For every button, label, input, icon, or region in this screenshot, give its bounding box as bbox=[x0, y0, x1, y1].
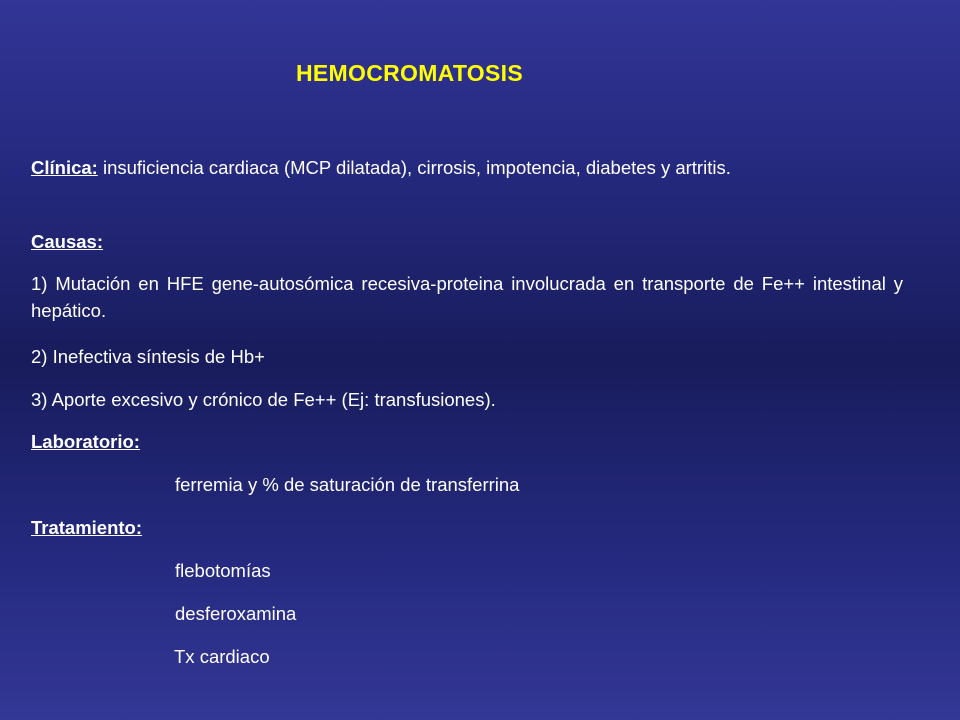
causas-heading: Causas: bbox=[31, 231, 103, 252]
slide-title: HEMOCROMATOSIS bbox=[296, 60, 523, 86]
tratamiento-item-1: flebotomías bbox=[175, 560, 271, 581]
laboratorio-heading: Laboratorio: bbox=[31, 431, 140, 452]
laboratorio-item-1: ferremia y % de saturación de transferrina bbox=[175, 474, 520, 495]
causa-item-1: 1) Mutación en HFE gene-autosómica recesiva-proteina involucrada en transporte de Fe++ intestinal y hepático. bbox=[31, 273, 903, 321]
tratamiento-item-2: desferoxamina bbox=[175, 603, 297, 624]
clinica-heading: Clínica: bbox=[31, 157, 98, 178]
clinica-text: insuficiencia cardiaca (MCP dilatada), cirrosis, impotencia, diabetes y artritis. bbox=[97, 157, 731, 178]
tratamiento-item-3: Tx cardiaco bbox=[174, 646, 270, 667]
clinica-paragraph bbox=[31, 154, 903, 181]
tratamiento-heading: Tratamiento: bbox=[31, 517, 143, 538]
causa-item-2: 2) Inefectiva síntesis de Hb+ bbox=[31, 346, 265, 367]
causa-item-3: 3) Aporte excesivo y crónico de Fe++ (Ej: transfusiones). bbox=[31, 389, 496, 410]
